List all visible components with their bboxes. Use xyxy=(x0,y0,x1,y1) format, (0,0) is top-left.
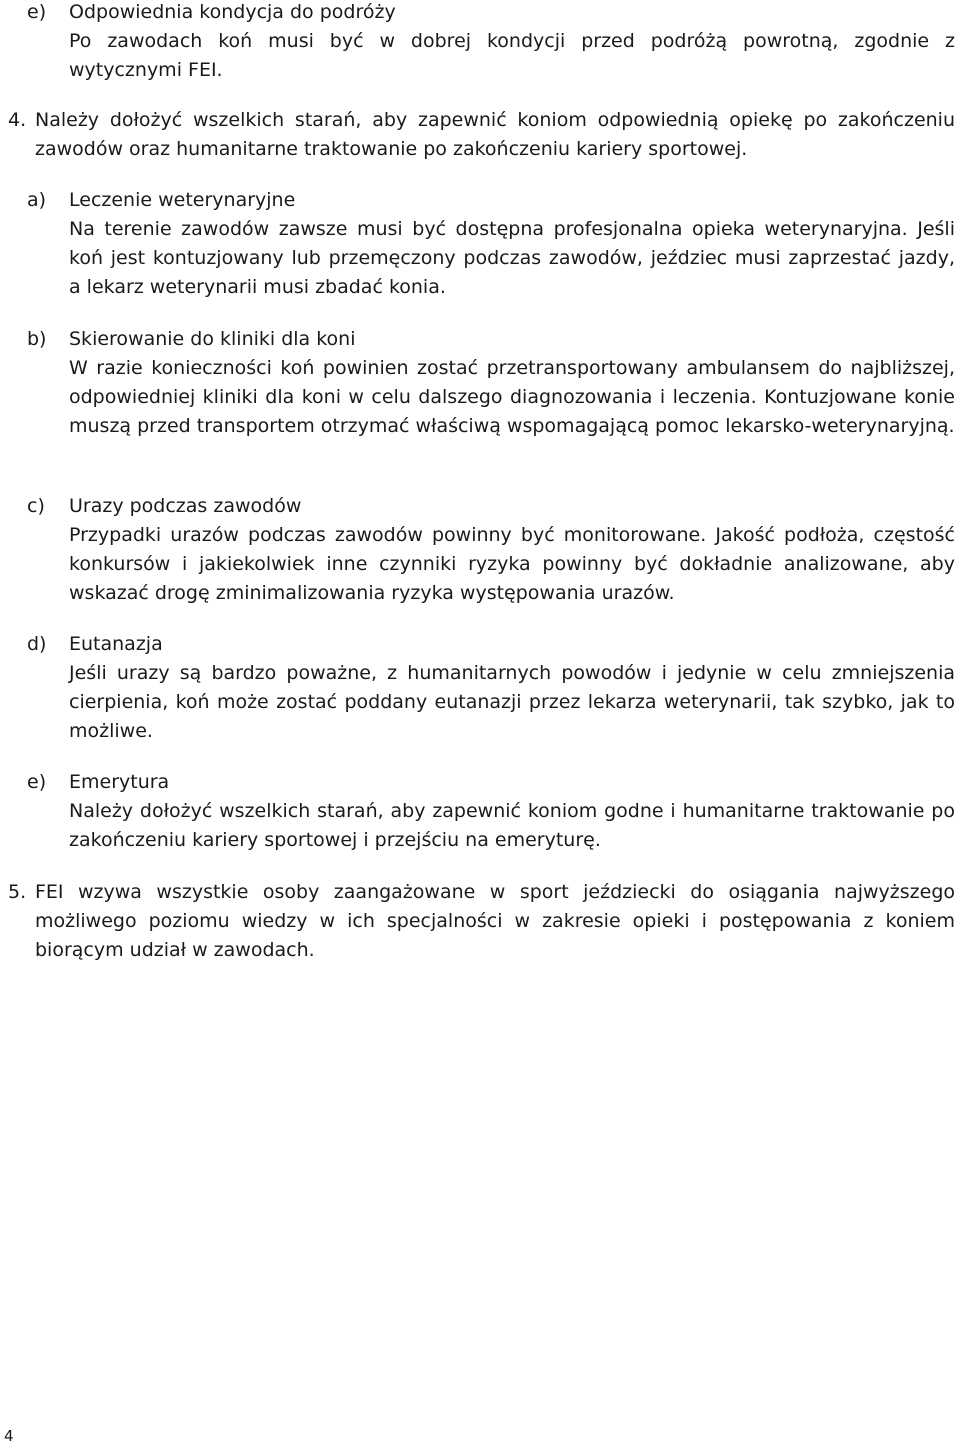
section-body: Przypadki urazów podczas zawodów powinny być monitorowane. Jakość podłoża, częstość konkursów i jakiekolwiek inne czynniki ryzyka powinny być dokładnie analizowane, aby wskazać drogę zminimalizowania ryzyka występowania urazów. xyxy=(69,524,955,604)
section-4d-content xyxy=(69,630,955,746)
section-4c-content xyxy=(69,492,955,608)
section-heading: Leczenie weterynaryjne xyxy=(69,189,296,211)
item-letter: b) xyxy=(27,328,47,350)
item-letter: d) xyxy=(27,633,47,655)
page-number: 4 xyxy=(4,1427,14,1445)
section-number: 4. xyxy=(8,109,27,131)
section-body: Należy dołożyć wszelkich starań, aby zapewnić koniom godne i humanitarne traktowanie po zakończeniu kariery sportowej i przejściu na emeryturę. xyxy=(69,800,955,851)
item-letter: c) xyxy=(27,495,45,517)
section-4e-content xyxy=(69,768,955,855)
section-4-text: Należy dołożyć wszelkich starań, aby zapewnić koniom odpowiednią opiekę po zakończeniu zawodów oraz humanitarne traktowanie po zakończeniu kariery sportowej. xyxy=(35,109,955,160)
section-body: Na terenie zawodów zawsze musi być dostępna profesjonalna opieka weterynaryjna. Jeśli koń jest kontuzjowany lub przemęczony podczas zawodów, jeździec musi zaprzestać jazdy, a lekarz weterynarii musi zbadać konia. xyxy=(69,218,955,298)
item-letter: a) xyxy=(27,189,47,211)
section-5-text: FEI wzywa wszystkie osoby zaangażowane w sport jeździecki do osiągania najwyższego możliwego poziomu wiedzy w ich specjalności w zakresie opieki i postępowania z koniem biorącym udział w zawodach. xyxy=(35,881,955,961)
section-4a-content xyxy=(69,186,955,302)
section-body: W razie konieczności koń powinien zostać przetransportowany ambulansem do najbliższej, odpowiedniej kliniki dla koni w celu dalszego diagnozowania i leczenia. Kontuzjowane konie muszą przed transportem otrzymać właściwą wspomagającą pomoc lekarsko-weterynaryjną. xyxy=(69,357,955,437)
section-number: 5. xyxy=(8,881,27,903)
section-3e-content xyxy=(69,0,955,85)
item-letter: e) xyxy=(27,771,47,793)
item-letter: e) xyxy=(27,1,47,23)
section-heading: Odpowiednia kondycja do podróży xyxy=(69,1,396,23)
section-body: Jeśli urazy są bardzo poważne, z humanitarnych powodów i jedynie w celu zmniejszenia cierpienia, koń może zostać poddany eutanazji przez lekarza weterynarii, tak szybko, jak to możliwe. xyxy=(69,662,955,742)
section-heading: Eutanazja xyxy=(69,633,163,655)
section-heading: Skierowanie do kliniki dla koni xyxy=(69,328,356,350)
section-4b-content xyxy=(69,325,955,441)
section-body: Po zawodach koń musi być w dobrej kondycji przed podróżą powrotną, zgodnie z wytycznymi FEI. xyxy=(69,30,955,81)
section-heading: Urazy podczas zawodów xyxy=(69,495,302,517)
section-heading: Emerytura xyxy=(69,771,170,793)
